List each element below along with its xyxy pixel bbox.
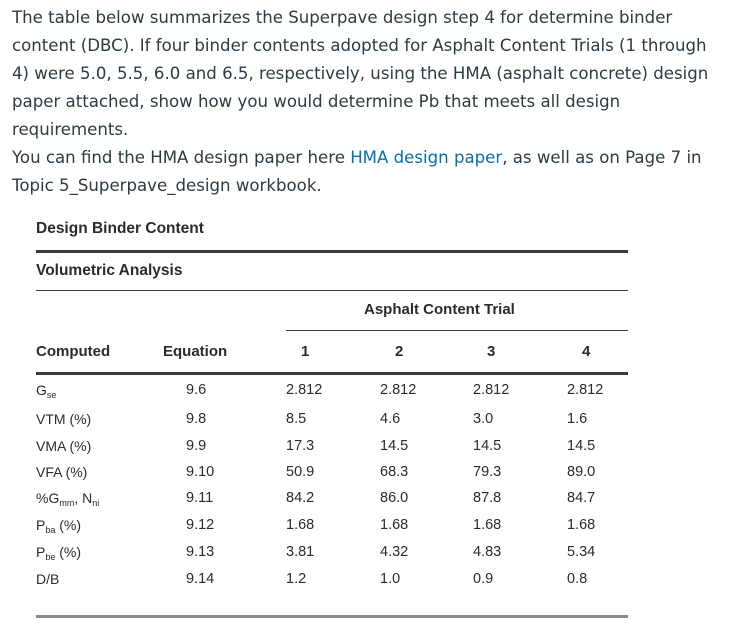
row-equation: 9.12	[186, 517, 215, 533]
table-cell: 87.8	[473, 490, 502, 506]
question-paragraph: The table below summarizes the Superpave design step 4 for determine binder content (DBC). If four binder contents adopted for Asphalt Content Trials (1 through 4) were 5.0, 5.5, 6.0 and 6.5, respectively, using the HMA (asphalt concrete) design paper attached, show how you would determine Pb that meets all design requirements.	[12, 8, 709, 139]
table-cell: 4.32	[380, 544, 409, 560]
row-label-vfa: VFA (%)	[36, 464, 88, 480]
table-cell: 86.0	[380, 490, 409, 506]
row-equation: 9.9	[186, 438, 207, 454]
table-cell: 1.2	[286, 571, 307, 587]
table-cell: 14.5	[380, 438, 409, 454]
table-cell: 2.812	[286, 382, 323, 398]
figure-title: Design Binder Content	[36, 220, 204, 237]
table-cell: 1.0	[380, 571, 401, 587]
hma-design-paper-link[interactable]: HMA design paper	[350, 148, 503, 167]
table-cell: 0.9	[473, 571, 494, 587]
table-cell: 89.0	[567, 464, 596, 480]
table-cell: 2.812	[567, 382, 604, 398]
trial-group-rule	[286, 330, 628, 331]
table-cell: 14.5	[473, 438, 502, 454]
trial-1-header: 1	[301, 343, 310, 360]
table-cell: 3.0	[473, 411, 494, 427]
table-cell: 79.3	[473, 464, 502, 480]
trial-2-header: 2	[395, 343, 404, 360]
question-text	[12, 4, 728, 200]
table-cell: 84.7	[567, 490, 596, 506]
table-cell: 1.68	[380, 517, 409, 533]
row-equation: 9.6	[186, 382, 207, 398]
link-intro-text: You can find the HMA design paper here	[12, 148, 351, 167]
design-binder-content-figure	[36, 212, 628, 632]
row-equation: 9.10	[186, 464, 215, 480]
asphalt-content-trial-header: Asphalt Content Trial	[364, 301, 515, 318]
table-cell: 14.5	[567, 438, 596, 454]
table-cell: 17.3	[286, 438, 315, 454]
row-equation: 9.14	[186, 571, 215, 587]
top-rule	[36, 250, 628, 253]
table-cell: 3.81	[286, 544, 315, 560]
row-label-pba: $P_{ba}$ (%)	[36, 517, 82, 535]
row-equation: 9.11	[186, 490, 214, 506]
header-rule	[36, 372, 628, 375]
row-label-db: D/B	[36, 571, 60, 587]
table-cell: 4.6	[380, 411, 401, 427]
table-cell: 4.83	[473, 544, 502, 560]
row-label-gmm-nini: $\%G_{mm}$, $N_{ni}$	[36, 490, 100, 508]
row-equation: 9.13	[186, 544, 215, 560]
table-cell: 1.68	[473, 517, 502, 533]
row-label-vtm: VTM (%)	[36, 411, 92, 427]
bottom-rule	[36, 615, 628, 618]
table-cell: 0.8	[567, 571, 588, 587]
question-link-paragraph	[12, 144, 728, 200]
row-label-vma: VMA (%)	[36, 438, 92, 454]
row-label-pbe: $P_{be}$ (%)	[36, 544, 82, 562]
table-cell: 8.5	[286, 411, 307, 427]
equation-header: Equation	[163, 343, 228, 360]
trial-4-header: 4	[582, 343, 591, 360]
table-cell: 50.9	[286, 464, 315, 480]
table-cell: 2.812	[473, 382, 510, 398]
table-cell: 84.2	[286, 490, 315, 506]
computed-header: Computed	[36, 343, 111, 360]
table-cell: 1.68	[286, 517, 315, 533]
table-cell: 68.3	[380, 464, 409, 480]
table-cell: 5.34	[567, 544, 596, 560]
table-cell: 1.6	[567, 411, 588, 427]
trial-3-header: 3	[487, 343, 496, 360]
subtitle-rule	[36, 290, 628, 291]
link-outro-text: , as well as on Page 7 in Topic 5_Superpave_design workbook.	[12, 148, 702, 195]
row-equation: 9.8	[186, 411, 207, 427]
table-cell: 1.68	[567, 517, 596, 533]
figure-subtitle: Volumetric Analysis	[36, 262, 183, 279]
row-label-gse: $G_{se}$	[36, 382, 57, 400]
table-cell: 2.812	[380, 382, 417, 398]
